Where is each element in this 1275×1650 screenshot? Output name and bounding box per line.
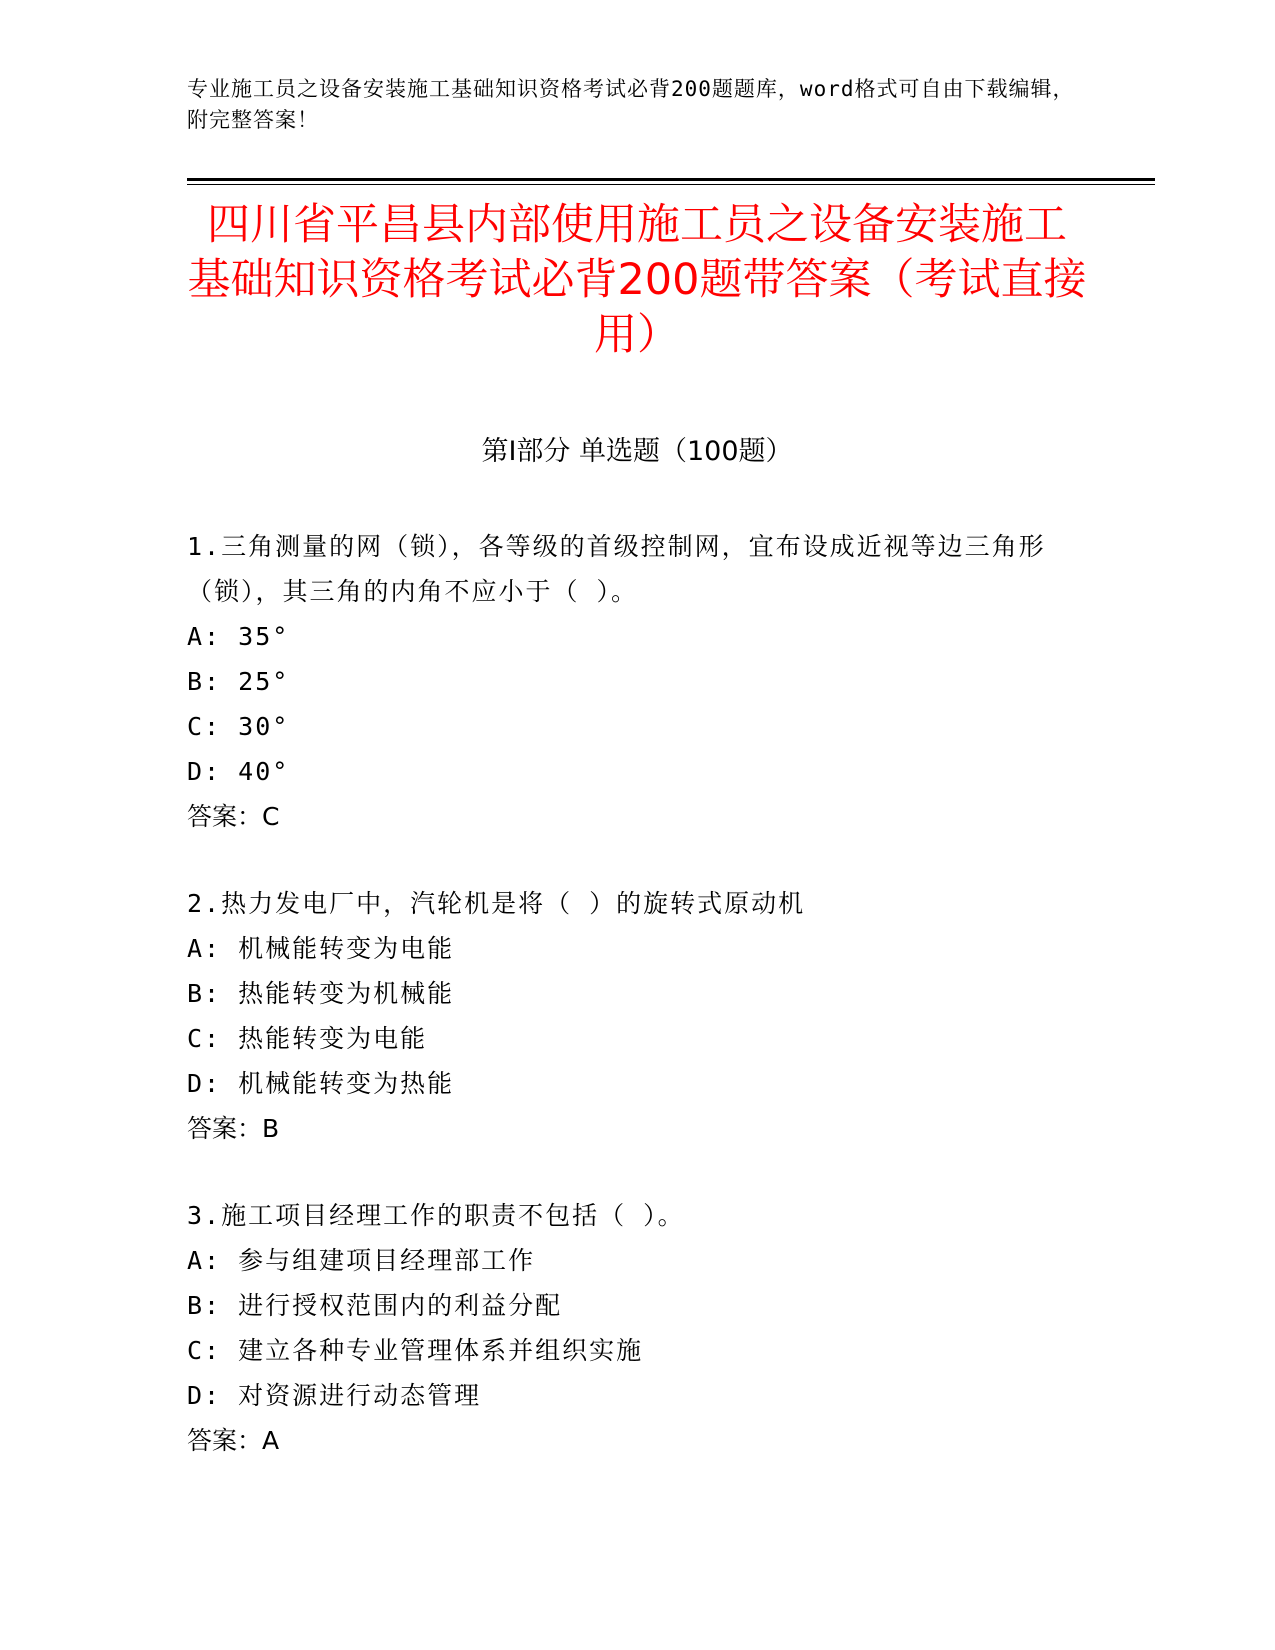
- option-c: C: 30°: [187, 712, 290, 741]
- option-c: C: 建立各种专业管理体系并组织实施: [187, 1336, 644, 1365]
- question-3: [187, 1193, 1067, 1463]
- option-d: D: 40°: [187, 757, 290, 786]
- option-c: C: 热能转变为电能: [187, 1024, 428, 1053]
- question-stem: 2.热力发电厂中，汽轮机是将（ ）的旋转式原动机: [187, 889, 806, 918]
- section-heading: 第Ⅰ部分 单选题（100题）: [481, 436, 793, 467]
- answer-line: 答案：B: [187, 1114, 280, 1143]
- header-rule-thick: [187, 178, 1155, 181]
- question-stem: 1.三角测量的网（锁），各等级的首级控制网，宜布设成近视等边三角形（锁），其三角的内角不应小于（ ）。: [187, 532, 1046, 606]
- option-d: D: 机械能转变为热能: [187, 1069, 455, 1098]
- option-a: A: 35°: [187, 622, 290, 651]
- header-note: 专业施工员之设备安装施工基础知识资格考试必背200题题库，word格式可自由下载编辑，附完整答案！: [187, 77, 1075, 132]
- question-1: [187, 524, 1067, 839]
- option-d: D: 对资源进行动态管理: [187, 1381, 482, 1410]
- question-list: [187, 524, 1067, 1505]
- answer-line: 答案：C: [187, 802, 280, 831]
- option-a: A: 机械能转变为电能: [187, 934, 455, 963]
- question-2: [187, 881, 1067, 1151]
- option-b: B: 进行授权范围内的利益分配: [187, 1291, 563, 1320]
- option-a: A: 参与组建项目经理部工作: [187, 1246, 536, 1275]
- option-b: B: 25°: [187, 667, 290, 696]
- header-rule-thin: [187, 184, 1155, 185]
- question-stem: 3.施工项目经理工作的职责不包括（ ）。: [187, 1201, 685, 1230]
- document-title: 四川省平昌县内部使用施工员之设备安装施工基础知识资格考试必背200题带答案（考试直接用）: [187, 200, 1087, 360]
- answer-line: 答案：A: [187, 1426, 280, 1455]
- option-b: B: 热能转变为机械能: [187, 979, 455, 1008]
